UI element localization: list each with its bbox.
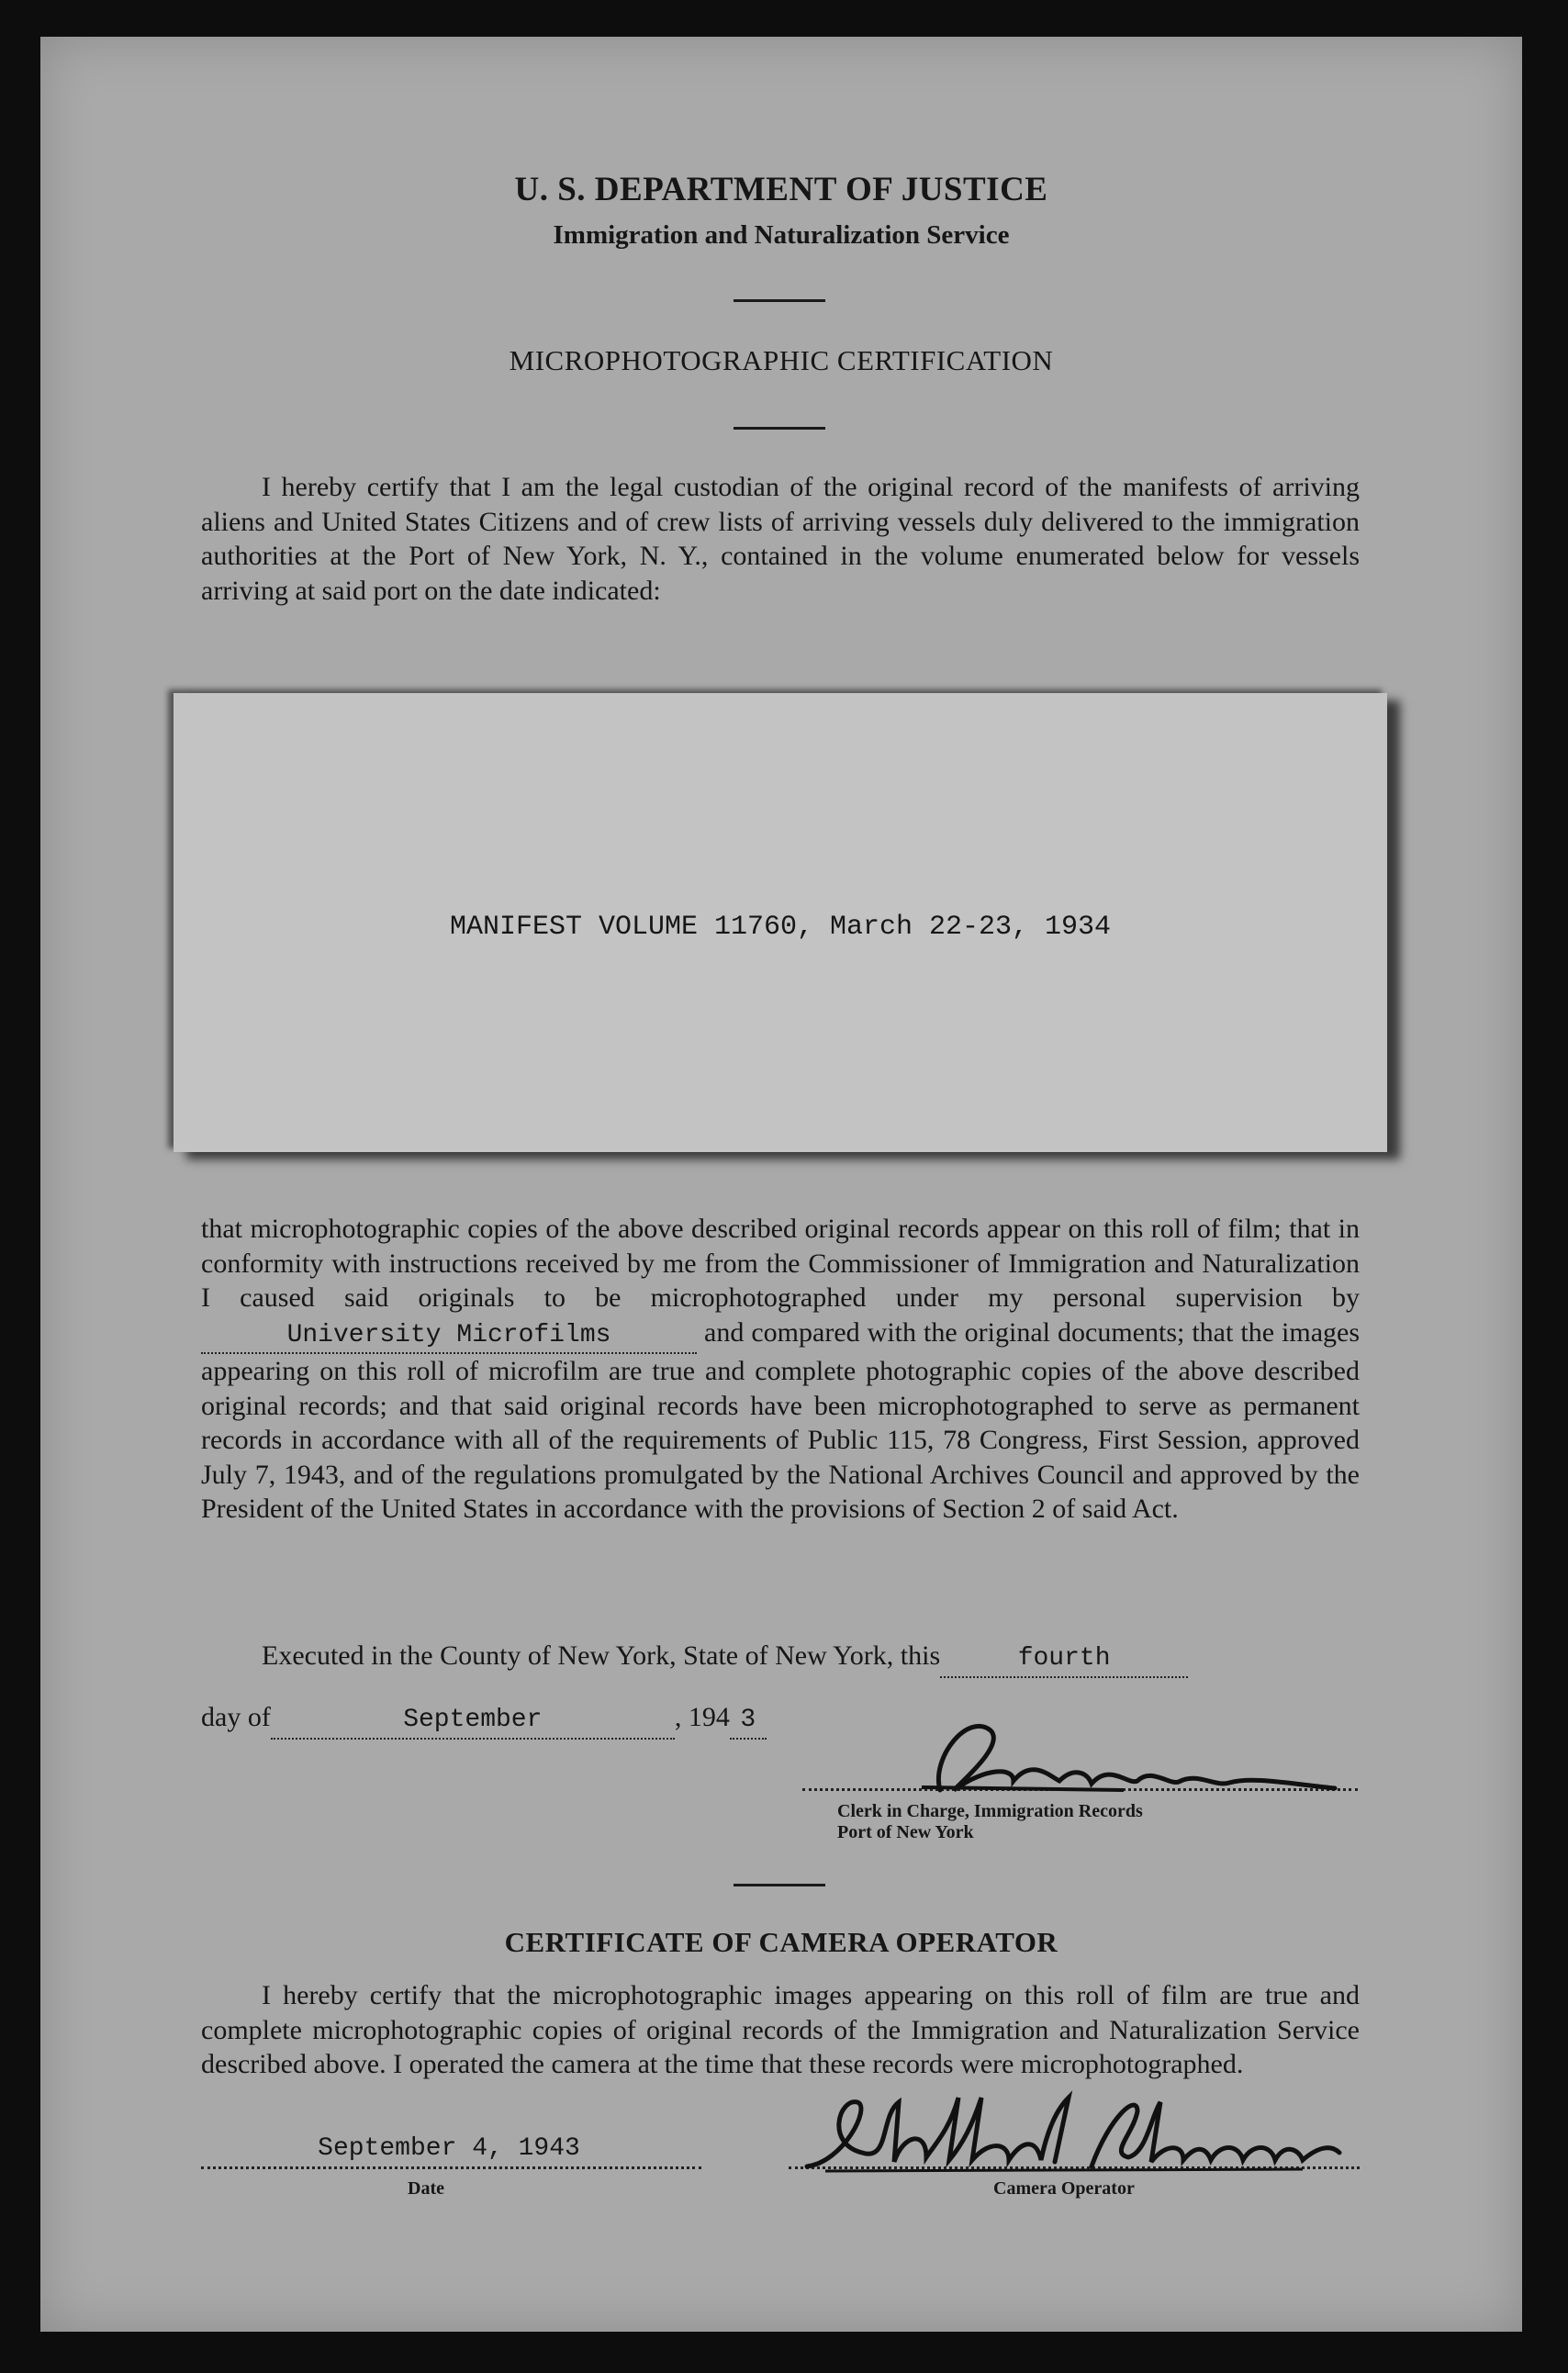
camera-date-line [201, 2166, 701, 2169]
body-text-part2: and compared with the original documents; that the images appearing on this roll of microfilm are true and complete photographic copies of the above described original records; and that said original records have been microphotographed to serve as permanent records in accordance with all of the requirements of Public 115, 78 Congress, First Session, approved July 7, 1943, and of the regulations promulgated by the National Archives Council and approved by the President of the United States in accordance with the provisions of Section 2 of said Act. [201, 1316, 1361, 1524]
clerk-title-line1: Clerk in Charge, Immigration Records [837, 1801, 1143, 1821]
department-heading: U. S. DEPARTMENT OF JUSTICE [514, 171, 1048, 208]
body-text-part1: that microphotographic copies of the above described original records appear on this roll of film; that in conformity with instructions received by me from the Commissioner of Immigration and Naturalization I caused said originals to be microphotographed under my personal supervision by [201, 1214, 1360, 1313]
photographer-field: University Microfilms [201, 1318, 697, 1355]
service-subheading: Immigration and Naturalization Service [553, 220, 1010, 250]
divider [734, 299, 825, 302]
certification-title: MICROPHOTOGRAPHIC CERTIFICATION [509, 344, 1054, 376]
execution-date-line: day of September , 194 3 [201, 1700, 1360, 1740]
clerk-signature [903, 1703, 1344, 1804]
divider [734, 1884, 825, 1886]
camera-date-value: September 4, 1943 [318, 2134, 580, 2163]
camera-operator-signature [789, 2079, 1358, 2180]
certificate-page [40, 37, 1522, 2332]
execution-day-field: fourth [940, 1641, 1188, 1678]
body-paragraph [201, 1212, 1360, 1527]
manifest-card [174, 693, 1387, 1152]
divider [734, 427, 825, 430]
camera-paragraph: I hereby certify that the microphotographic images appearing on this roll of film are true and complete microphotographic copies of original records of the Immigration and Naturalization Service described above. I operated the camera at the time that these records were microphotographed. [201, 1980, 1360, 2079]
camera-certificate-title: CERTIFICATE OF CAMERA OPERATOR [504, 1926, 1058, 1958]
clerk-title-line2: Port of New York [837, 1822, 974, 1842]
intro-paragraph: I hereby certify that I am the legal custodian of the original record of the manifests of arriving aliens and United States Citizens and of crew lists of arriving vessels duly delivered to the immigration authorities at the Port of New York, N. Y., contained in the volume enumerated below for vessels arriving at said port on the date indicated: [201, 472, 1360, 606]
camera-date-label: Date [408, 2178, 444, 2199]
camera-operator-label: Camera Operator [993, 2178, 1135, 2199]
execution-year-field: 3 [730, 1703, 767, 1740]
execution-month-field: September [271, 1703, 675, 1740]
execution-line: Executed in the County of New York, State of New York, this fourth [201, 1639, 1360, 1678]
manifest-volume-text: MANIFEST VOLUME 11760, March 22-23, 1934 [449, 912, 1112, 943]
